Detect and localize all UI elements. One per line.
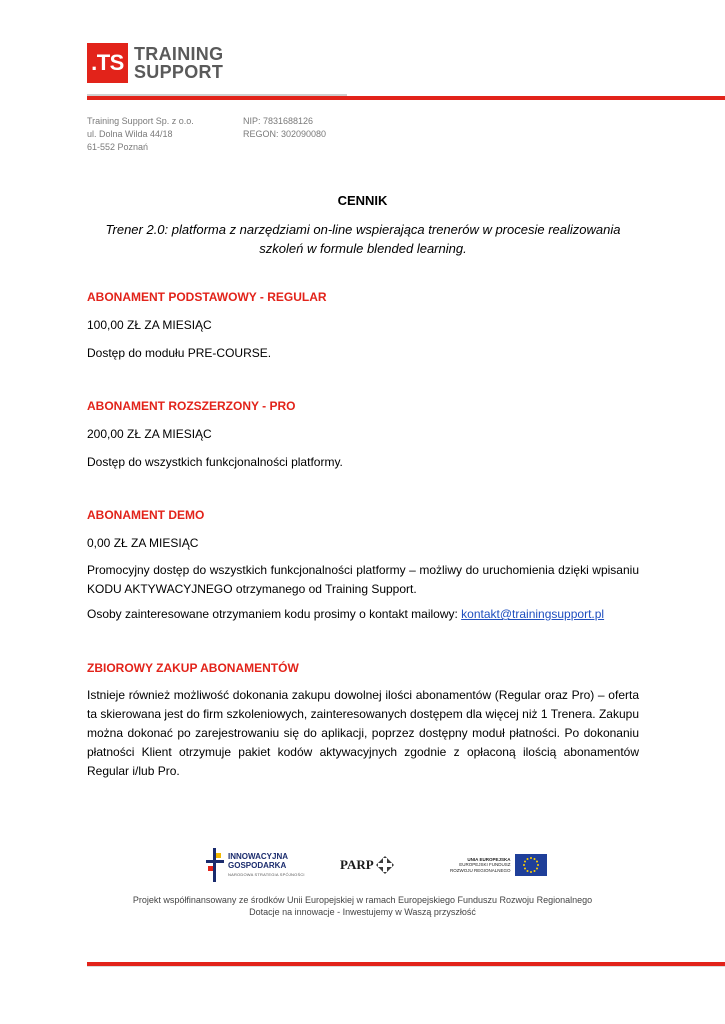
document-title: CENNIK [337,193,388,208]
eu-wordmark [450,857,511,874]
price-pro: 200,00 ZŁ ZA MIESIĄC [87,427,212,441]
parp-wordmark: PARP [340,857,374,872]
funding-note [0,894,725,918]
eu-line-2: EUROPEJSKI FUNDUSZ [459,862,511,868]
footer-divider [87,962,725,966]
section-heading-bulk: ZBIOROWY ZAKUP ABONAMENTÓW [87,661,299,675]
logo-line-2: SUPPORT [134,62,224,82]
logo-wordmark [134,45,223,81]
funding-logos [0,848,725,888]
innowacyjna-gospodarka-logo [206,848,305,882]
parp-logo [340,856,394,874]
ig-star-icon [206,848,224,882]
contact-paragraph [87,605,639,624]
logo-line-1: TRAINING [134,44,224,64]
company-registration [243,115,326,141]
company-city: 61-552 Poznań [87,142,149,152]
description-regular: Dostęp do modułu PRE-COURSE. [87,346,272,360]
company-street: ul. Dolna Wilda 44/18 [87,129,173,139]
section-heading-demo: ABONAMENT DEMO [87,508,205,522]
company-address [87,115,194,154]
description-demo: Promocyjny dostęp do wszystkich funkcjonalności platformy – możliwy do uruchomienia dzięki wpisaniu KODU AKTYWACYJNEGO otrzymanego od Training Support. [87,563,639,596]
eu-line-1: UNIA EUROPEJSKA [467,856,511,862]
document-subtitle: Trener 2.0: platforma z narzędziami on-line wspierająca trenerów w procesie realizowania szkoleń w formule blended learning. [105,222,621,256]
section-heading-regular: ABONAMENT PODSTAWOWY - REGULAR [87,290,327,304]
price-demo: 0,00 ZŁ ZA MIESIĄC [87,536,199,550]
parp-symbol-icon [376,856,394,874]
company-name: Training Support Sp. z o.o. [87,116,194,126]
description-pro: Dostęp do wszystkich funkcjonalności platformy. [87,455,343,469]
funding-line-1: Projekt współfinansowany ze środków Unii Europejskiej w ramach Europejskiego Funduszu Rozwoju Regionalnego [132,895,593,905]
contact-text: Osoby zainteresowane otrzymaniem kodu prosimy o kontakt mailowy: [87,607,462,621]
eu-line-3: ROZWOJU REGIONALNEGO [450,867,511,873]
company-nip: NIP: 7831688126 [243,116,314,126]
ig-subline: NARODOWA STRATEGIA SPÓJNOŚCI [228,871,305,877]
training-support-logo [87,43,223,83]
eu-flag-icon [515,854,547,876]
contact-email-link[interactable]: kontakt@trainingsupport.pl [461,607,605,621]
logo-mark: .TS [87,43,128,83]
funding-line-2: Dotacje na innowacje - Inwestujemy w Waszą przyszłość [249,907,476,917]
section-heading-pro: ABONAMENT ROZSZERZONY - PRO [87,399,296,413]
price-regular: 100,00 ZŁ ZA MIESIĄC [87,318,212,332]
ig-line-1: INNOWACYJNA [228,851,289,861]
company-regon: REGON: 302090080 [243,129,327,139]
header-divider [87,96,725,100]
ig-wordmark [228,852,305,879]
description-bulk: Istnieje również możliwość dokonania zakupu dowolnej ilości abonamentów (Regular oraz Pro) – oferta ta skierowana jest do firm szkoleniowych, zainteresowanych dostępem dla więcej niż 1 Trenera. Zakupu można dokonać po zarejestrowaniu się do aplikacji, poprzez dostępny moduł płatności. Po dokonaniu płatności Klient otrzymuje pakiet kodów aktywacyjnych zgodnie z opłaconą ilością abonamentów Regular i/lub Pro. [87,688,639,778]
eu-logo [450,854,547,876]
ig-line-2: GOSPODARKA [228,860,287,870]
